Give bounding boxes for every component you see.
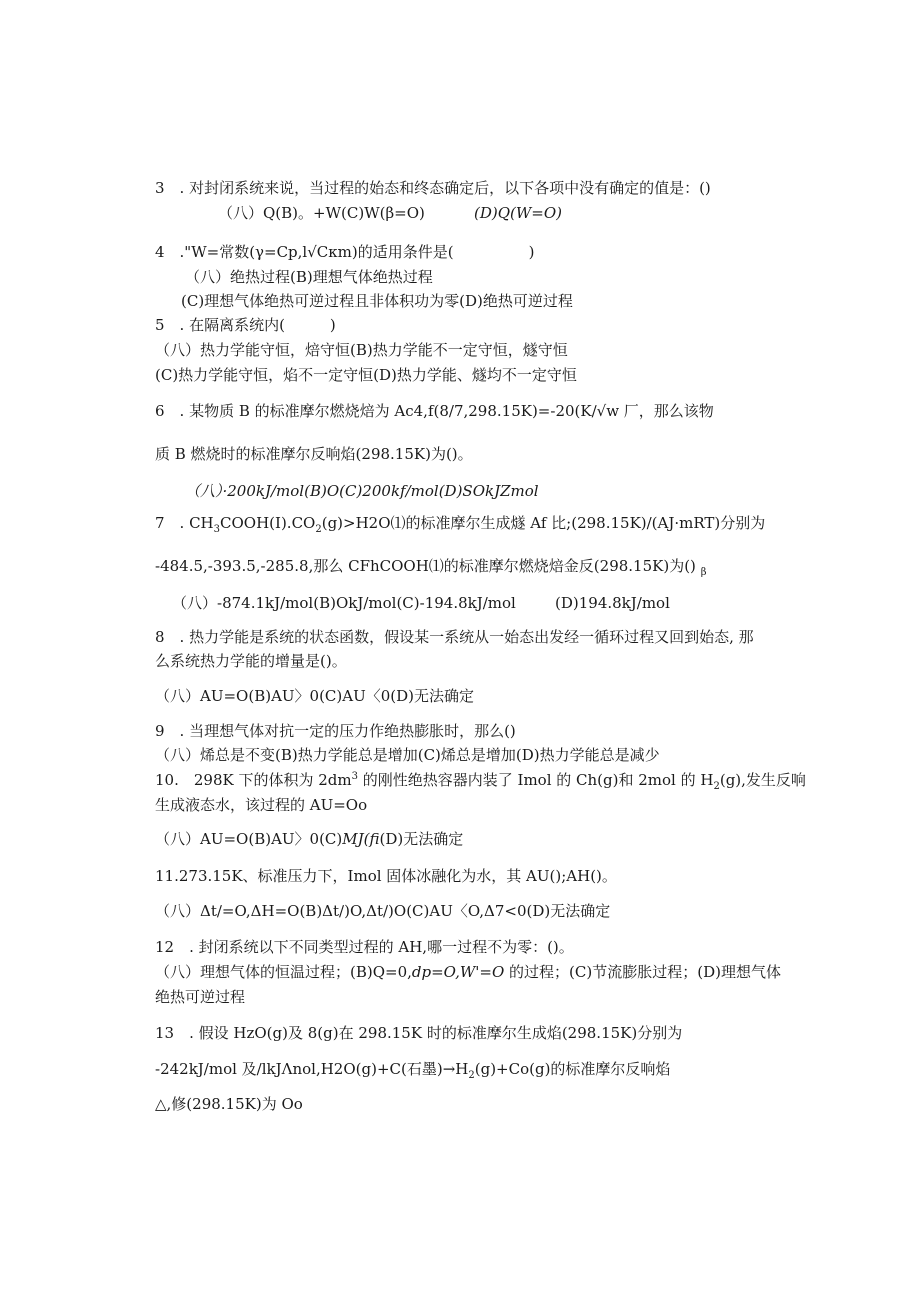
question-8-options: （八）AU=O(B)AU〉0(C)AU〈0(D)无法确定: [155, 687, 475, 705]
question-6-stem: 6 . 某物质 B 的标准摩尔燃烧焙为 Ac4,f(8/7,298.15K)=-20(K∕√w 厂，那么该物: [155, 402, 714, 420]
question-9-stem: 9 . 当理想气体对抗一定的压力作绝热膨胀时，那么(): [155, 722, 516, 740]
question-8-stem-continued: 么系统热力学能的增量是()。: [155, 652, 347, 670]
question-7-options-abc: （八）-874.1kJ/mol(B)OkJ/mol(C)-194.8kJ/mol: [172, 594, 516, 612]
question-4-options-cd: (C)理想气体绝热可逆过程且非体积功为零(D)绝热可逆过程: [181, 292, 573, 310]
question-3-stem: 3 . 对封闭系统来说，当过程的始态和终态确定后，以下各项中没有确定的值是：(): [155, 179, 711, 197]
question-7-option-d: (D)194.8kJ/mol: [555, 594, 670, 612]
question-5-options-ab: （八）热力学能守恒，焙守恒(B)热力学能不一定守恒，燧守恒: [155, 341, 568, 359]
question-11-stem: 11.273.15K、标准压力下，Imol 固体冰融化为水，其 AU();AH()。: [155, 867, 617, 885]
question-8-stem: 8 . 热力学能是系统的状态函数，假设某一系统从一始态出发经一循环过程又回到始态, 那: [155, 628, 754, 646]
question-4-options-ab: （八）绝热过程(B)理想气体绝热过程: [185, 268, 433, 286]
question-4-stem: 4 ."W=常数(γ=Cp,l√Cκm)的适用条件是( ): [155, 243, 535, 261]
question-10-stem-continued: 生成液态水，该过程的 AU=Oo: [155, 796, 368, 814]
question-11-options: （八）Δt∕=O,ΔH=O(B)Δt∕)O,Δt∕)O(C)AU〈O,Δ7<0(D)无法确定: [155, 902, 611, 920]
question-9-options: （八）烯总是不变(B)热力学能总是增加(C)烯总是增加(D)热力学能总是减少: [155, 746, 660, 764]
question-7-stem: 7 . $CH_3COOH(I).CO_2(g)>H2O⑴$的标准摩尔生成燧 Af 比;(298.15K)/(AJ·mRT)分别为: [155, 514, 766, 535]
question-5-options-cd: (C)热力学能守恒，焰不一定守恒(D)热力学能、燧均不一定守恒: [155, 366, 577, 384]
question-12-stem: 12 . 封闭系统以下不同类型过程的 AH,哪一过程不为零：()。: [155, 938, 574, 956]
question-3-options-abc: （八）Q(B)。+W(C)W(β=O): [218, 204, 425, 222]
question-10-stem: 10. 298K 下的体积为 $2dm^3$ 的刚性绝热容器内装了 Imol 的 Ch(g)和 2mol 的 $H_2(g)$,发生反响: [155, 771, 806, 792]
question-13-stem-continued-2: △,修(298.15K)为 Oo: [155, 1095, 303, 1113]
question-12-options-continued: 绝热可逆过程: [155, 988, 246, 1006]
question-13-stem: 13 . 假设 HzO(g)及 8(g)在 298.15K 时的标准摩尔生成焰(298.15K)分别为: [155, 1024, 683, 1042]
question-7-stem-continued: -484.5,-393.5,-285.8,那么 CFhCOOH⑴的标准摩尔燃烧焙金反(298.15K)为() $_\beta$: [155, 557, 707, 578]
question-12-options: （八）理想气体的恒温过程；(B)Q=0,dp=O,W'=O 的过程；(C)节流膨胀过程；(D)理想气体: [155, 963, 781, 981]
question-5-stem: 5 . 在隔离系统内( ): [155, 316, 336, 334]
question-10-options: （八）AU=O(B)AU〉0(C)MJ(fi(D)无法确定: [155, 830, 464, 848]
question-13-stem-continued: -242kJ/mol 及/lkJΛnol,H2O(g)+C(石墨)$\to H_2(g)+Co(g)$的标准摩尔反响焰: [155, 1060, 671, 1081]
question-3-option-d: (D)Q(W=O): [474, 204, 563, 222]
question-6-stem-continued: 质 B 燃烧时的标准摩尔反响焰(298.15K)为()。: [155, 445, 473, 463]
question-6-options: （八）·200kJ/mol(B)O(C)200kf/mol(D)SOkJZmol: [185, 482, 539, 500]
